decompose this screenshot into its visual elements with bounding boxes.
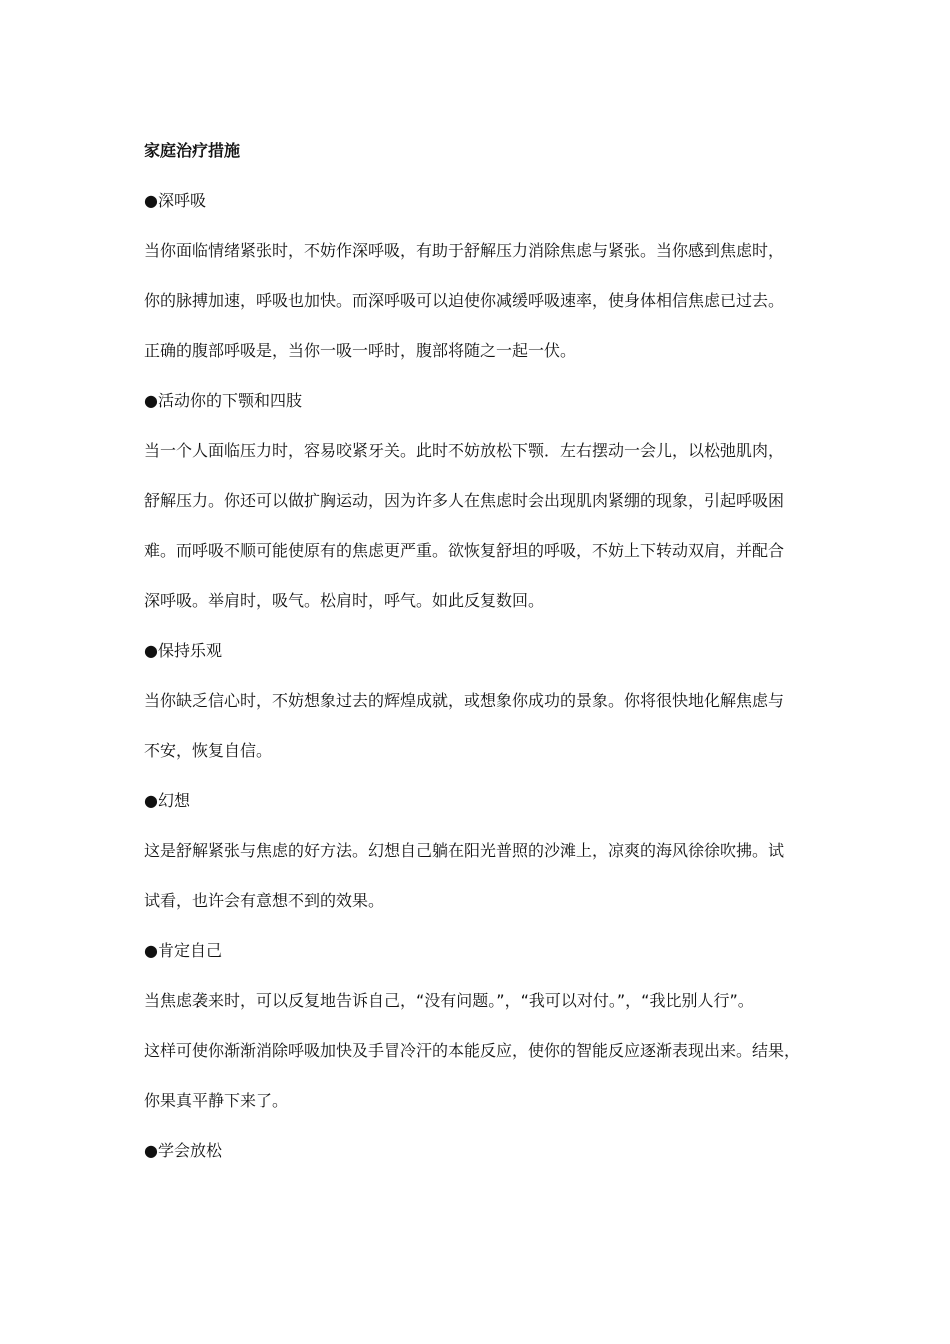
document-body <box>144 126 816 1176</box>
paragraph-line: 当一个人面临压力时，容易咬紧牙关。此时不妨放松下颚．左右摆动一会儿，以松弛肌肉， <box>144 441 785 460</box>
heading-jaw-limbs: ●活动你的下颚和四肢 <box>144 391 302 410</box>
paragraph-line: 试看，也许会有意想不到的效果。 <box>144 891 385 910</box>
paragraph-line: 你果真平静下来了。 <box>144 1091 289 1110</box>
paragraph-line: 你的脉搏加速，呼吸也加快。而深呼吸可以迫使你减缓呼吸速率，使身体相信焦虑已过去。 <box>144 291 785 310</box>
paragraph-line: 舒解压力。你还可以做扩胸运动，因为许多人在焦虑时会出现肌肉紧绷的现象，引起呼吸困 <box>144 491 785 510</box>
heading-fantasy: ●幻想 <box>144 791 190 810</box>
paragraph-line: 不安，恢复自信。 <box>144 741 273 760</box>
heading-deep-breathing: ●深呼吸 <box>144 191 206 210</box>
paragraph-line: 当你面临情绪紧张时，不妨作深呼吸，有助于舒解压力消除焦虑与紧张。当你感到焦虑时， <box>144 241 785 260</box>
heading-learn-to-relax: ●学会放松 <box>144 1141 222 1160</box>
paragraph-line: 难。而呼吸不顺可能使原有的焦虑更严重。欲恢复舒坦的呼吸，不妨上下转动双肩，并配合 <box>144 541 785 560</box>
heading-affirm-yourself: ●肯定自己 <box>144 941 222 960</box>
paragraph-line: 这是舒解紧张与焦虑的好方法。幻想自己躺在阳光普照的沙滩上，凉爽的海风徐徐吹拂。试 <box>144 841 785 860</box>
paragraph-line: 深呼吸。举肩时，吸气。松肩时，呼气。如此反复数回。 <box>144 591 545 610</box>
document-title: 家庭治疗措施 <box>144 141 241 160</box>
paragraph-line: 正确的腹部呼吸是，当你一吸一呼时，腹部将随之一起一伏。 <box>144 341 577 360</box>
paragraph-line: 当焦虑袭来时，可以反复地告诉自己，“没有问题。”，“我可以对付。”，“我比别人行”。 <box>144 991 754 1010</box>
paragraph-line: 这样可使你渐渐消除呼吸加快及手冒冷汗的本能反应，使你的智能反应逐渐表现出来。结果， <box>144 1041 801 1060</box>
heading-optimism: ●保持乐观 <box>144 641 222 660</box>
paragraph-line: 当你缺乏信心时，不妨想象过去的辉煌成就，或想象你成功的景象。你将很快地化解焦虑与 <box>144 691 785 710</box>
